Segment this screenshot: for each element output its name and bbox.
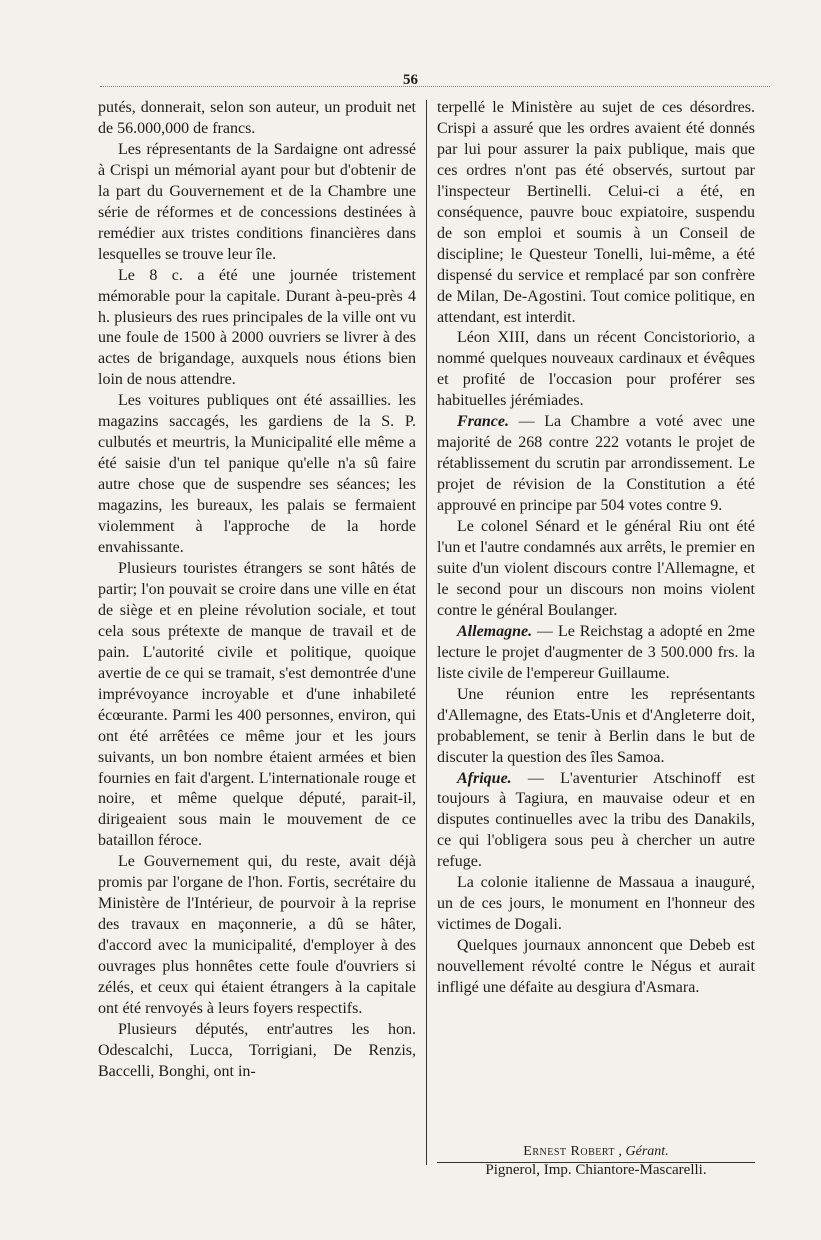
paragraph-text: — Le Reichstag a adopté en 2me lecture le projet d'augmenter de 3 500.000 frs. la liste civile de l'empereur Guillaume.: [437, 622, 755, 682]
paragraph-text: Le Gouvernement qui, du reste, avait déjà promis par l'organe de l'hon. Fortis, secrétaire du Ministère de l'Intérieur, de pourvoir à la reprise des travaux en maçonnerie, a dû se hâter, d'accord avec la municipalité, d'employer à des ouvrages plus honnêtes cette foule d'ouvriers si zélés, et ceux qui étaient étrangers à la capitale ont été renvoyés à leurs foyers respectifs.: [98, 853, 416, 1017]
page-number: 56: [403, 72, 418, 88]
signature-role: Gérant.: [625, 1144, 669, 1159]
paragraph-text: Quelques journaux annoncent que Debeb est nouvellement révolté contre le Négus et aurait infligé une défaite au desgiura d'Asmara.: [437, 937, 755, 997]
paragraph-text: Le colonel Sénard et le général Riu ont été l'un et l'autre condamnés aux arrêts, le premier en suite d'un violent discours contre l'Allemagne, et le second pour un discours non moins violent contre le général Boulanger.: [437, 518, 755, 619]
paragraph: [437, 685, 755, 769]
paragraph-text: putés, donnerait, selon son auteur, un produit net de 56.000,000 de francs.: [98, 99, 416, 137]
paragraph: [437, 412, 755, 517]
paragraph: [98, 559, 416, 852]
paragraph-text: Le 8 c. a été une journée tristement mémorable pour la capitale. Durant à-peu-près 4 h. plusieurs des rues principales de la ville ont vu une foule de 1500 à 2000 ouvriers se livrer à des actes de brigandage, auxquels nous étions bien loin de nous attendre.: [98, 266, 416, 389]
paragraph-text: Une réunion entre les représentants d'Allemagne, des Etats-Unis et d'Angleterre doit, probablement, se tenir à Berlin dans le but de discuter la question des îles Samoa.: [437, 685, 755, 766]
right-column: [437, 98, 755, 999]
paragraph: [437, 769, 755, 874]
paragraph: [437, 622, 755, 685]
paragraph: [437, 517, 755, 622]
section-lead: Allemagne.: [457, 622, 533, 640]
paragraph: [98, 266, 416, 392]
paragraph: [98, 1020, 416, 1083]
section-lead: Afrique.: [457, 769, 512, 787]
paragraph: [98, 391, 416, 559]
printer-imprint: Pignerol, Imp. Chiantore-Mascarelli.: [485, 1162, 707, 1178]
paragraph: [437, 873, 755, 936]
paragraph-text: — L'aventurier Atschinoff est toujours à Tagiura, en mauvaise odeur et en disputes continuelles avec la tribu des Danakils, ce qui l'obligera sous peu à chercher un autre refuge.: [437, 769, 755, 871]
column-divider: [426, 100, 427, 1165]
paragraph-text: Les répresentants de la Sardaigne ont adressé à Crispi un mémorial ayant pour but d'obtenir de la part du Gouvernement et de la Chambre une série de réformes et de concessions destinées à remédier aux tristes conditions financières dans lesquelles se trouve leur île.: [98, 140, 416, 263]
paragraph-text: Léon XIII, dans un récent Concistoriorio, a nommé quelques nouveaux cardinaux et évêques et profité de l'occasion pour proférer ses habituelles jérémiades.: [437, 329, 755, 410]
paragraph: [437, 328, 755, 412]
paragraph: [98, 852, 416, 1020]
signature-name: Ernest Robert: [523, 1144, 616, 1159]
paragraph-text: Les voitures publiques ont été assaillies. les magazins saccagés, les gardiens de la S. P. culbutés et meurtris, la Municipalité elle même a été saisie d'un tel panique qu'elle n'a sû faire autre chose que de suspendre ses séances; les magazins, les bureaux, les palais se fermaient violemment à l'approche de la horde envahissante.: [98, 392, 416, 557]
paragraph-text: — La Chambre a voté avec une majorité de 268 contre 222 votants le projet de rétablissement du scrutin par arrondissement. Le projet de révision de la Constitution a été approuvé en principe par 504 votes contre 9.: [437, 413, 755, 515]
paragraph: [98, 140, 416, 266]
paragraph-text: Plusieurs touristes étrangers se sont hâtés de partir; l'on pouvait se croire dans une ville en état de siège et en pleine révolution sociale, et tout cela sous prétexte de manque de travail et de pain. L'autorité civile et politique, quoique avertie de ce qui se tramait, s'est demontrée d'une imprévoyance incroyable et d'une inhabileté écœurante. Parmi les 400 personnes, environ, qui ont été arrêtées ce même jour et les jours suivants, un bon nombre étaient armées et bien fournies en fait d'argent. L'internationale rouge et noire, et même quelque député, parait-il, dirigeaient sous main le mouvement de ce bataillon féroce.: [98, 559, 416, 850]
left-column: [98, 98, 416, 1083]
paragraph: [437, 98, 755, 328]
paragraph-text: La colonie italienne de Massaua a inauguré, un de ces jours, le monument en l'honneur des victimes de Dogali.: [437, 874, 755, 934]
signature: Ernest Robert , Gérant.: [523, 1144, 669, 1159]
paragraph-text: Plusieurs députés, entr'autres les hon. Odescalchi, Lucca, Torrigiani, De Renzis, Baccelli, Bonghi, ont in-: [98, 1020, 416, 1080]
paragraph-text: terpellé le Ministère au sujet de ces désordres. Crispi a assuré que les ordres avaient été donnés par lui pour assurer la paix publique, mais que ces ordres n'ont pas été observés, surtout par l'inspecteur Bertinelli. Celui-ci a été, en conséquence, pauvre bouc expiatoire, suspendu de son emploi et soumis à un Conseil de discipline; le Questeur Tonelli, lui-même, a été dispensé du service et remplacé par son confrère de Milan, De-Agostini. Tout comice politique, en attendant, est interdit.: [437, 99, 755, 326]
section-lead: France.: [457, 413, 509, 431]
paragraph: [437, 936, 755, 999]
paragraph: [98, 98, 416, 140]
header-rule: [100, 86, 770, 87]
